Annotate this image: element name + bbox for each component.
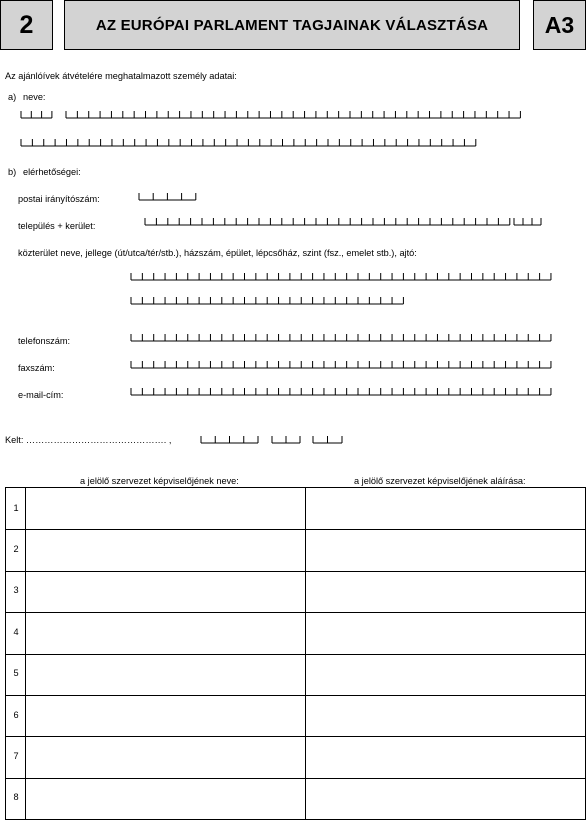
name-field-line1[interactable] [66,111,520,118]
representative-name-cell[interactable] [26,488,305,529]
name-field-prefix[interactable] [21,111,52,118]
contact-section-letter: b) [8,167,17,177]
date-day-field[interactable] [313,436,342,443]
representative-signature-cell[interactable] [306,612,585,653]
name-field-line2[interactable] [21,139,476,146]
representative-signature-cell[interactable] [306,695,585,736]
representative-signature-cell[interactable] [306,571,585,612]
page-title: AZ EURÓPAI PARLAMENT TAGJAINAK VÁLASZTÁSA [95,16,489,34]
representative-name-cell[interactable] [26,654,305,695]
date-year-field[interactable] [201,436,258,443]
table-row-number: 2 [13,544,19,555]
table-row-number: 8 [13,792,19,803]
table-row-number: 5 [13,668,19,679]
street-field-line1[interactable] [131,273,551,280]
name-section-label: neve: [23,92,46,102]
table-row-number: 1 [13,502,19,513]
representatives-table [5,487,586,820]
representative-signature-cell[interactable] [306,736,585,777]
table-header-name: a jelölő szervezet képviselőjének neve: [80,476,239,486]
table-row-number: 4 [13,626,19,637]
date-month-field[interactable] [272,436,300,443]
name-section-letter: a) [8,92,17,102]
representative-name-cell[interactable] [26,529,305,570]
email-field[interactable] [131,388,551,395]
representative-name-cell[interactable] [26,736,305,777]
contact-section-label: elérhetőségei: [23,167,81,177]
phone-label: telefonszám: [18,336,71,346]
table-row-number: 7 [13,750,19,761]
settlement-field[interactable] [145,218,510,225]
section-number: 2 [19,10,34,39]
table-row-number: 3 [13,585,19,596]
email-label: e-mail-cím: [18,390,64,400]
postal-code-label: postai irányítószám: [18,194,100,204]
representative-name-cell[interactable] [26,571,305,612]
form-code: A3 [544,11,575,38]
representative-name-cell[interactable] [26,695,305,736]
table-row-number: 6 [13,709,19,720]
settlement-label: település + kerület: [18,221,96,231]
intro-text: Az ajánlóívek átvételére meghatalmazott személy adatai: [5,71,237,81]
date-line: Kelt: ………………………………………. , [5,435,172,445]
fax-label: faxszám: [18,363,55,373]
representative-name-cell[interactable] [26,612,305,653]
fax-field[interactable] [131,361,551,368]
representative-signature-cell[interactable] [306,778,585,819]
representative-signature-cell[interactable] [306,654,585,695]
street-field-line2[interactable] [131,297,403,304]
district-field[interactable] [514,218,541,225]
street-label: közterület neve, jellege (út/utca/tér/stb.), házszám, épület, lépcsőház, szint (fsz., emelet stb.), ajtó: [18,248,417,258]
representative-signature-cell[interactable] [306,529,585,570]
postal-code-field[interactable] [139,193,196,200]
representative-signature-cell[interactable] [306,488,585,529]
phone-field[interactable] [131,334,551,341]
table-header-signature: a jelölő szervezet képviselőjének aláírása: [354,476,526,486]
representative-name-cell[interactable] [26,778,305,819]
